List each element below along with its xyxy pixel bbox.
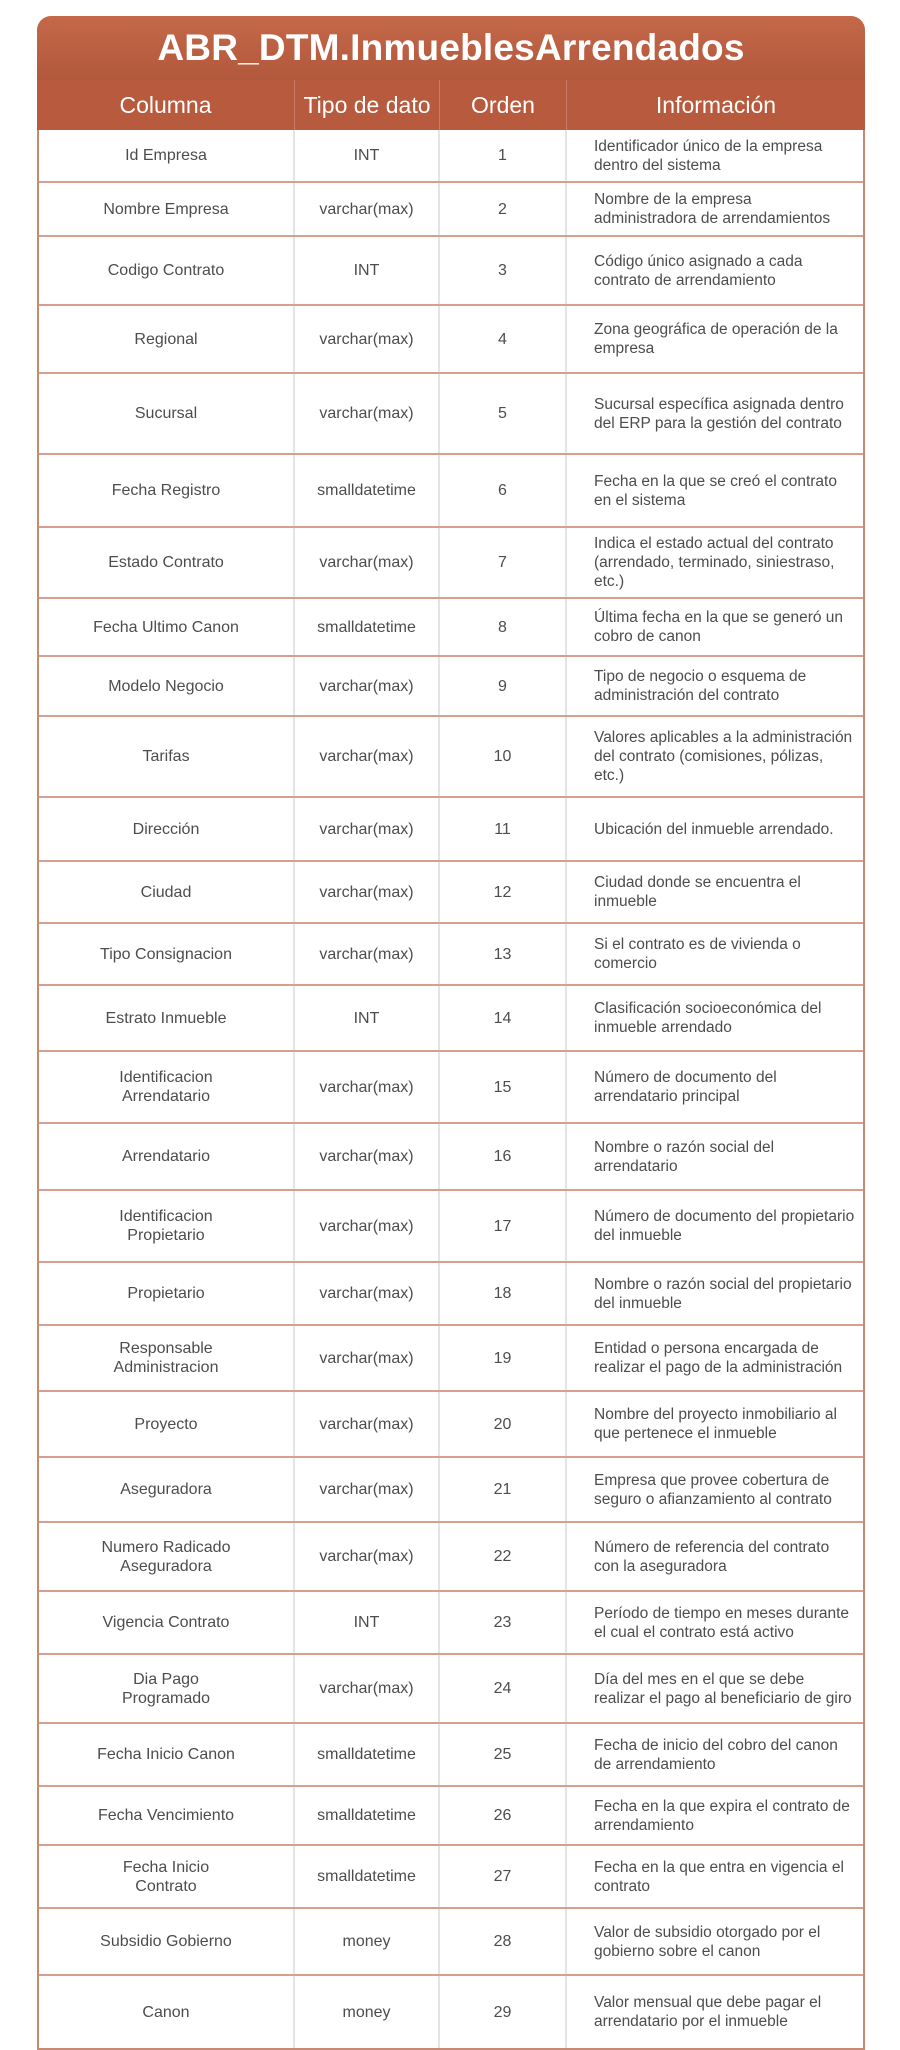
- cell-informacion: Empresa que provee cobertura de seguro o afianzamiento al contrato: [594, 1471, 832, 1508]
- cell-orden: 1: [440, 130, 567, 181]
- cell-columna: Dia Pago Programado: [39, 1655, 295, 1722]
- table-row: [39, 1390, 863, 1456]
- table-row: [39, 130, 863, 181]
- table-row: [39, 235, 863, 304]
- table-row: [39, 1324, 863, 1390]
- cell-columna: Estado Contrato: [39, 528, 295, 597]
- table-row: [39, 1907, 863, 1974]
- cell-orden: 26: [440, 1787, 567, 1844]
- cell-columna: Sucursal: [39, 374, 295, 453]
- table-title: [37, 16, 865, 80]
- cell-orden: 20: [440, 1392, 567, 1456]
- cell-informacion: Día del mes en el que se debe realizar el pago al beneficiario de giro: [594, 1670, 852, 1707]
- cell-tipo-de-dato: varchar(max): [295, 1052, 440, 1122]
- header-tipo-de-dato: Tipo de dato: [295, 80, 440, 130]
- cell-tipo-de-dato: smalldatetime: [295, 599, 440, 655]
- cell-columna: Estrato Inmueble: [39, 986, 295, 1050]
- cell-orden: 21: [440, 1458, 567, 1521]
- table-row: [39, 1653, 863, 1722]
- cell-informacion: Clasificación socioeconómica del inmueble arrendado: [594, 1000, 822, 1036]
- cell-informacion: Fecha en la que entra en vigencia el contrato: [594, 1858, 844, 1895]
- cell-tipo-de-dato: varchar(max): [295, 1326, 440, 1390]
- cell-columna: Responsable Administracion: [39, 1326, 295, 1390]
- cell-tipo-de-dato: INT: [295, 986, 440, 1050]
- table-row: [39, 1261, 863, 1324]
- cell-informacion: Valor mensual que debe pagar el arrendatario por el inmueble: [594, 1994, 822, 2030]
- cell-orden: 24: [440, 1655, 567, 1722]
- table-row: [39, 796, 863, 860]
- cell-orden: 19: [440, 1326, 567, 1390]
- cell-tipo-de-dato: varchar(max): [295, 657, 440, 715]
- data-dictionary-document: [37, 16, 865, 2050]
- table-row: [39, 181, 863, 235]
- cell-orden: 17: [440, 1191, 567, 1261]
- cell-informacion: Ciudad donde se encuentra el inmueble: [594, 874, 801, 910]
- cell-tipo-de-dato: INT: [295, 1592, 440, 1653]
- cell-informacion: Nombre de la empresa administradora de arrendamientos: [594, 191, 831, 227]
- cell-orden: 12: [440, 862, 567, 922]
- cell-orden: 18: [440, 1263, 567, 1324]
- table-row: [39, 304, 863, 372]
- cell-tipo-de-dato: varchar(max): [295, 1124, 440, 1189]
- table-row: [39, 860, 863, 922]
- cell-orden: 7: [440, 528, 567, 597]
- table-row: [39, 526, 863, 597]
- cell-informacion: Nombre o razón social del arrendatario: [594, 1138, 775, 1175]
- table-row: [39, 1189, 863, 1261]
- cell-columna: Canon: [39, 1976, 295, 2048]
- cell-orden: 13: [440, 924, 567, 984]
- table-row: [39, 453, 863, 526]
- cell-informacion: Última fecha en la que se generó un cobro de canon: [594, 609, 844, 645]
- cell-columna: Id Empresa: [39, 130, 295, 181]
- cell-orden: 11: [440, 798, 567, 860]
- cell-columna: Nombre Empresa: [39, 183, 295, 235]
- table-row: [39, 1050, 863, 1122]
- table-row: [39, 1785, 863, 1844]
- cell-columna: Aseguradora: [39, 1458, 295, 1521]
- cell-tipo-de-dato: INT: [295, 237, 440, 304]
- cell-informacion: Zona geográfica de operación de la empresa: [594, 321, 838, 357]
- cell-tipo-de-dato: money: [295, 1976, 440, 2048]
- cell-informacion: Fecha de inicio del cobro del canon de arrendamiento: [594, 1736, 838, 1773]
- table-row: [39, 1122, 863, 1189]
- table-row: [39, 1722, 863, 1785]
- cell-columna: Fecha Registro: [39, 455, 295, 526]
- cell-tipo-de-dato: varchar(max): [295, 306, 440, 372]
- cell-orden: 8: [440, 599, 567, 655]
- cell-informacion: Tipo de negocio o esquema de administración del contrato: [594, 668, 807, 704]
- cell-tipo-de-dato: varchar(max): [295, 862, 440, 922]
- cell-tipo-de-dato: varchar(max): [295, 924, 440, 984]
- header-informacion: Información: [655, 91, 777, 118]
- table-body: [37, 130, 865, 2050]
- cell-orden: 2: [440, 183, 567, 235]
- cell-columna: Fecha Vencimiento: [39, 1787, 295, 1844]
- cell-orden: 15: [440, 1052, 567, 1122]
- cell-orden: 6: [440, 455, 567, 526]
- cell-tipo-de-dato: varchar(max): [295, 1263, 440, 1324]
- cell-orden: 5: [440, 374, 567, 453]
- cell-orden: 14: [440, 986, 567, 1050]
- table-row: [39, 1974, 863, 2048]
- cell-orden: 4: [440, 306, 567, 372]
- cell-informacion: Fecha en la que expira el contrato de arrendamiento: [594, 1797, 850, 1834]
- cell-columna: Numero Radicado Aseguradora: [39, 1523, 295, 1590]
- cell-informacion: Nombre del proyecto inmobiliario al que pertenece el inmueble: [594, 1406, 837, 1442]
- cell-informacion: Indica el estado actual del contrato (arrendado, terminado, siniestraso, etc.): [594, 535, 835, 590]
- cell-columna: Proyecto: [39, 1392, 295, 1456]
- table-row: [39, 372, 863, 453]
- cell-columna: Dirección: [39, 798, 295, 860]
- cell-columna: Fecha Ultimo Canon: [39, 599, 295, 655]
- cell-orden: 29: [440, 1976, 567, 2048]
- cell-tipo-de-dato: varchar(max): [295, 374, 440, 453]
- cell-orden: 10: [440, 717, 567, 796]
- cell-tipo-de-dato: smalldatetime: [295, 1787, 440, 1844]
- cell-columna: Arrendatario: [39, 1124, 295, 1189]
- cell-tipo-de-dato: varchar(max): [295, 1191, 440, 1261]
- cell-tipo-de-dato: INT: [295, 130, 440, 181]
- cell-orden: 25: [440, 1724, 567, 1785]
- cell-tipo-de-dato: varchar(max): [295, 1392, 440, 1456]
- cell-informacion: Identificador único de la empresa dentro del sistema: [594, 137, 823, 174]
- table-row: [39, 597, 863, 655]
- cell-orden: 23: [440, 1592, 567, 1653]
- header-orden: Orden: [440, 80, 567, 130]
- cell-columna: Codigo Contrato: [39, 237, 295, 304]
- cell-columna: Regional: [39, 306, 295, 372]
- table-row: [39, 1844, 863, 1907]
- cell-informacion: Código único asignado a cada contrato de arrendamiento: [594, 252, 803, 289]
- table-row: [39, 1521, 863, 1590]
- cell-tipo-de-dato: varchar(max): [295, 1523, 440, 1590]
- cell-informacion: Número de documento del arrendatario principal: [594, 1069, 777, 1105]
- table-row: [39, 655, 863, 715]
- table-title-text: ABR_DTM.InmueblesArrendados: [157, 27, 745, 68]
- cell-informacion: Si el contrato es de vivienda o comercio: [594, 936, 801, 972]
- cell-tipo-de-dato: varchar(max): [295, 798, 440, 860]
- cell-columna: Modelo Negocio: [39, 657, 295, 715]
- cell-columna: Fecha Inicio Contrato: [39, 1846, 295, 1907]
- cell-tipo-de-dato: varchar(max): [295, 528, 440, 597]
- cell-columna: Identificacion Propietario: [39, 1191, 295, 1261]
- cell-columna: Vigencia Contrato: [39, 1592, 295, 1653]
- table-row: [39, 715, 863, 796]
- cell-columna: Identificacion Arrendatario: [39, 1052, 295, 1122]
- table-row: [39, 922, 863, 984]
- table-row: [39, 1590, 863, 1653]
- cell-tipo-de-dato: varchar(max): [295, 717, 440, 796]
- cell-orden: 3: [440, 237, 567, 304]
- cell-columna: Propietario: [39, 1263, 295, 1324]
- cell-informacion: Nombre o razón social del propietario del inmueble: [594, 1275, 852, 1312]
- cell-informacion: Sucursal específica asignada dentro del ERP para la gestión del contrato: [594, 395, 844, 432]
- table-row: [39, 1456, 863, 1521]
- cell-orden: 16: [440, 1124, 567, 1189]
- header-columna: Columna: [37, 80, 295, 130]
- cell-orden: 22: [440, 1523, 567, 1590]
- cell-columna: Ciudad: [39, 862, 295, 922]
- cell-columna: Tipo Consignacion: [39, 924, 295, 984]
- cell-informacion: Período de tiempo en meses durante el cual el contrato está activo: [594, 1604, 850, 1641]
- cell-columna: Fecha Inicio Canon: [39, 1724, 295, 1785]
- cell-tipo-de-dato: varchar(max): [295, 183, 440, 235]
- cell-informacion: Ubicación del inmueble arrendado.: [594, 820, 834, 838]
- cell-tipo-de-dato: smalldatetime: [295, 1724, 440, 1785]
- cell-tipo-de-dato: varchar(max): [295, 1458, 440, 1521]
- cell-informacion: Fecha en la que se creó el contrato en el sistema: [594, 472, 837, 509]
- cell-tipo-de-dato: money: [295, 1909, 440, 1974]
- cell-orden: 9: [440, 657, 567, 715]
- cell-tipo-de-dato: smalldatetime: [295, 1846, 440, 1907]
- cell-informacion: Valor de subsidio otorgado por el gobierno sobre el canon: [594, 1923, 821, 1960]
- cell-tipo-de-dato: varchar(max): [295, 1655, 440, 1722]
- cell-informacion: Número de documento del propietario del inmueble: [594, 1208, 855, 1244]
- cell-columna: Subsidio Gobierno: [39, 1909, 295, 1974]
- table-row: [39, 984, 863, 1050]
- table-header-row: [37, 80, 865, 130]
- cell-tipo-de-dato: smalldatetime: [295, 455, 440, 526]
- cell-informacion: Número de referencia del contrato con la aseguradora: [594, 1538, 830, 1575]
- cell-orden: 28: [440, 1909, 567, 1974]
- cell-informacion: Entidad o persona encargada de realizar el pago de la administración: [594, 1340, 843, 1376]
- cell-informacion: Valores aplicables a la administración del contrato (comisiones, pólizas, etc.): [594, 729, 853, 784]
- cell-orden: 27: [440, 1846, 567, 1907]
- cell-columna: Tarifas: [39, 717, 295, 796]
